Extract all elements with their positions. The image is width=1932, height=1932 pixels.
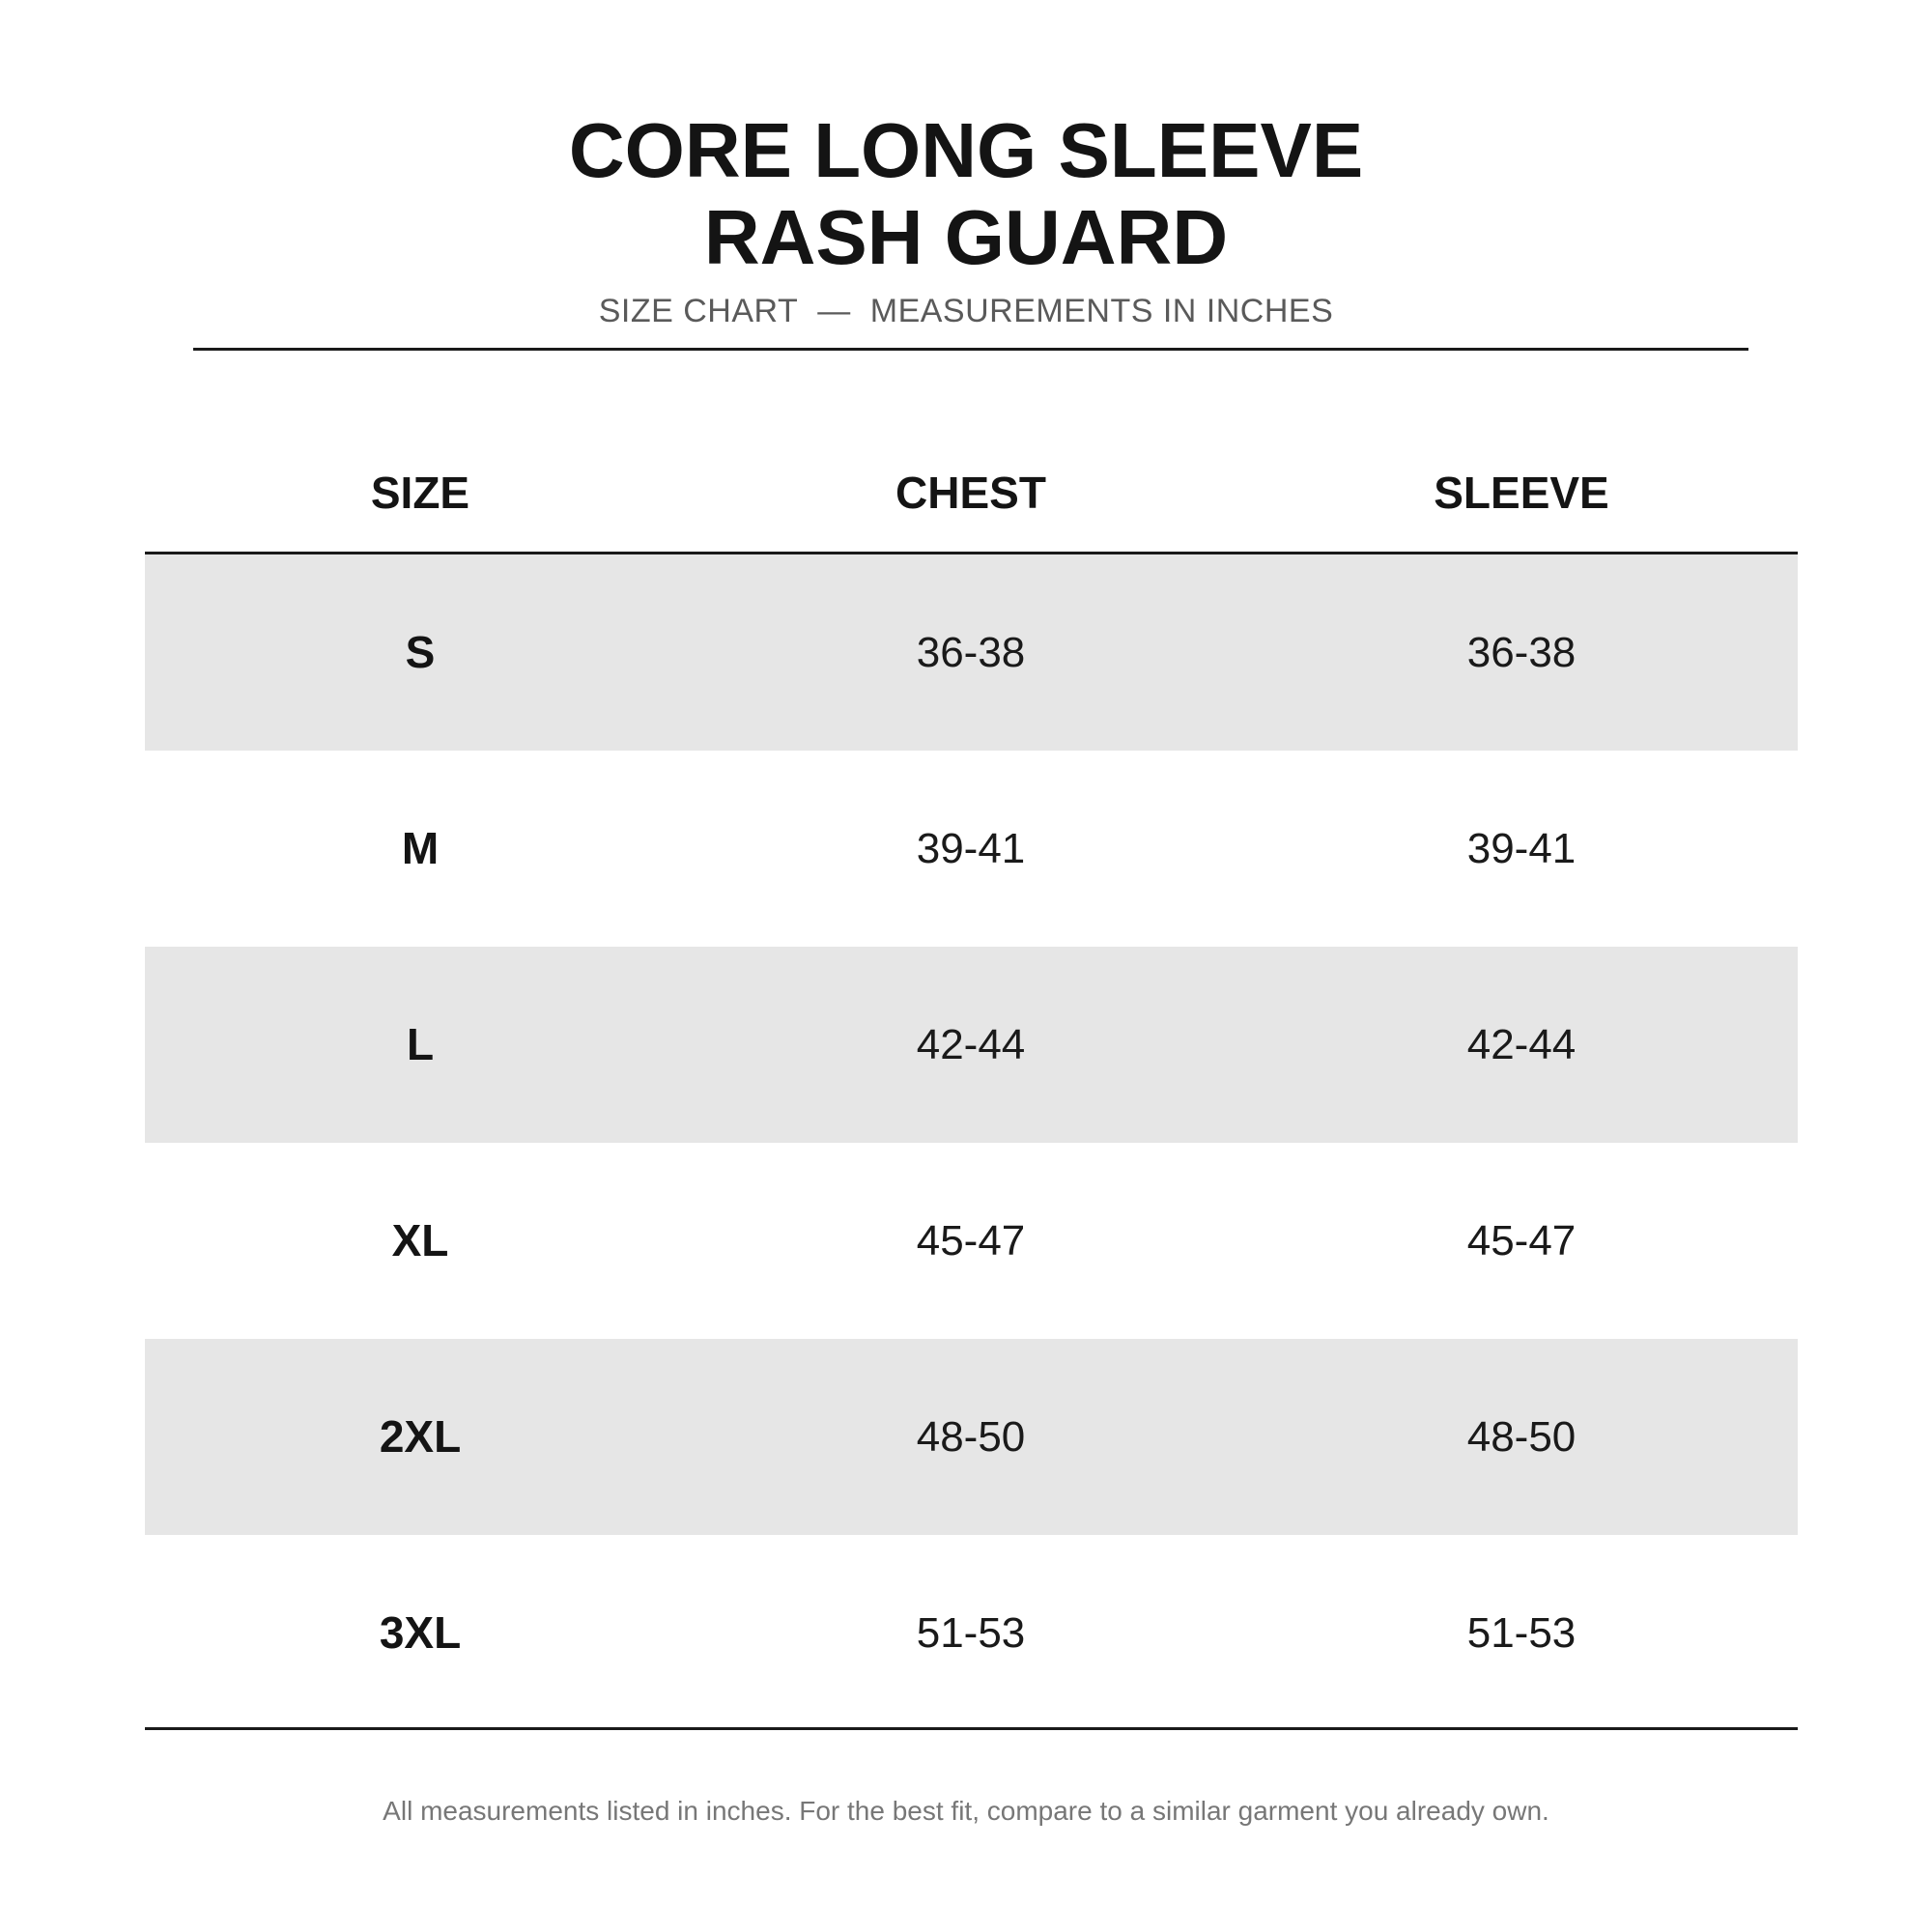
page-title-line-1: CORE LONG SLEEVE xyxy=(568,107,1364,193)
chest-cell: 36-38 xyxy=(916,629,1026,676)
size-cell: L xyxy=(406,1019,435,1069)
table-row xyxy=(145,1535,1798,1731)
subtitle-dash: — xyxy=(817,293,851,329)
table-row xyxy=(145,554,1798,751)
size-cell: M xyxy=(401,823,440,873)
sleeve-cell: 45-47 xyxy=(1466,1217,1577,1264)
table-row xyxy=(145,1339,1798,1535)
subtitle-units-label: MEASUREMENTS IN INCHES xyxy=(869,293,1334,329)
table-row xyxy=(145,947,1798,1143)
chest-cell: 39-41 xyxy=(916,825,1026,872)
sleeve-cell: 39-41 xyxy=(1466,825,1577,872)
size-cell: 2XL xyxy=(379,1411,462,1462)
table-bottom-divider xyxy=(145,1727,1798,1730)
column-header-chest: CHEST xyxy=(895,468,1046,518)
size-cell: S xyxy=(405,627,436,677)
size-table-body xyxy=(145,554,1798,1731)
size-cell: 3XL xyxy=(379,1607,462,1658)
footnote: All measurements listed in inches. For the best fit, compare to a similar garment you already own. xyxy=(383,1796,1549,1826)
column-header-size: SIZE xyxy=(370,468,470,518)
table-header-row xyxy=(145,454,1798,531)
table-row xyxy=(145,1143,1798,1339)
sleeve-cell: 48-50 xyxy=(1466,1413,1577,1461)
sleeve-cell: 42-44 xyxy=(1466,1021,1577,1068)
chest-cell: 51-53 xyxy=(916,1609,1026,1657)
sleeve-cell: 51-53 xyxy=(1466,1609,1577,1657)
subtitle-chart-label: SIZE CHART xyxy=(598,293,799,329)
chest-cell: 48-50 xyxy=(916,1413,1026,1461)
subtitle xyxy=(0,288,1932,334)
chest-cell: 42-44 xyxy=(916,1021,1026,1068)
page-title-line-2: RASH GUARD xyxy=(703,194,1229,280)
title-divider xyxy=(193,348,1748,351)
column-header-sleeve: SLEEVE xyxy=(1434,468,1609,518)
chest-cell: 45-47 xyxy=(916,1217,1026,1264)
sleeve-cell: 36-38 xyxy=(1466,629,1577,676)
table-row xyxy=(145,751,1798,947)
size-cell: XL xyxy=(391,1215,449,1265)
